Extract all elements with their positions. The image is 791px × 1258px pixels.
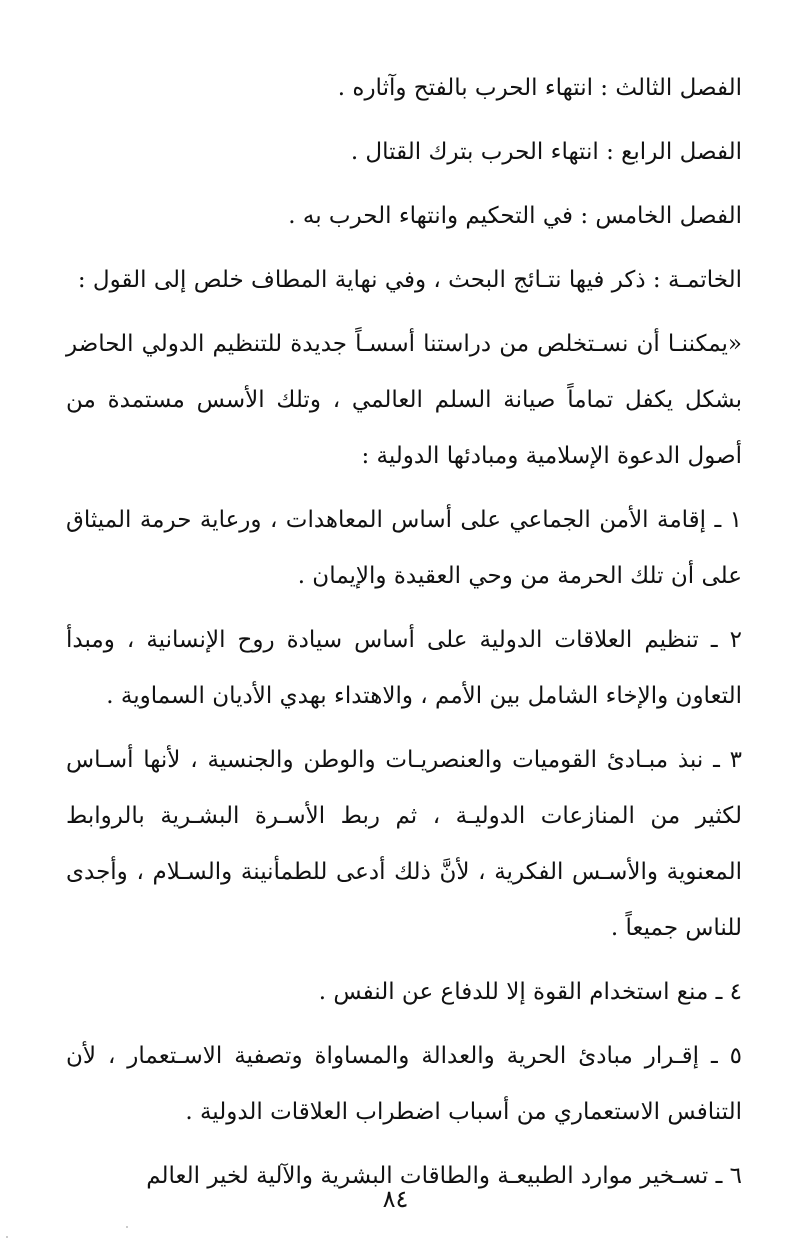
paragraph-point-4: ٤ ـ منع استخدام القوة إلا للدفاع عن النفس . bbox=[318, 979, 742, 1005]
scan-speck bbox=[6, 1236, 8, 1238]
paragraph-chapter-three: الفصل الثالث : انتهاء الحرب بالفتح وآثاره . bbox=[337, 75, 742, 101]
page-body-text bbox=[66, 60, 742, 1204]
scan-speck bbox=[126, 1226, 128, 1228]
paragraph-chapter-five: الفصل الخامس : في التحكيم وانتهاء الحرب به . bbox=[288, 203, 742, 229]
paragraph-chapter-four: الفصل الرابع : انتهاء الحرب بترك القتال . bbox=[350, 139, 742, 165]
page-number: ٨٤ bbox=[382, 1185, 409, 1213]
paragraph-point-1: ١ ـ إقامة الأمن الجماعي على أساس المعاهدات ، ورعاية حرمة الميثاق على أن تلك الحرمة من وحي العقيدة والإيمان . bbox=[66, 507, 742, 589]
paragraph-point-6: ٦ ـ تسـخير موارد الطبيعـة والطاقات البشرية والآلية لخير العالم bbox=[146, 1163, 742, 1189]
paragraph-point-2: ٢ ـ تنظيم العلاقات الدولية على أساس سيادة روح الإنسانية ، ومبدأ التعاون والإخاء الشامل بين الأمم ، والاهتداء بهدي الأديان السماوية . bbox=[66, 627, 742, 709]
paragraph-point-3: ٣ ـ نبذ مبـادئ القوميات والعنصريـات والوطن والجنسية ، لأنها أسـاس لكثير من المنازعات الدوليـة ، ثم ربط الأسـرة البشـرية بالروابط المعنوية والأسـس الفكرية ، لأنَّ ذلك أدعى للطمأنينة والسـلام ، وأجدى للناس جميعاً . bbox=[66, 747, 742, 941]
paragraph-quote-intro: «يمكننـا أن نسـتخلص من دراستنا أسسـاً جديدة للتنظيم الدولي الحاضر بشكل يكفل تماماً صيانة السلم العالمي ، وتلك الأسس مستمدة من أصول الدعوة الإسلامية ومبادئها الدولية : bbox=[66, 331, 743, 469]
paragraph-conclusion: الخاتمـة : ذكر فيها نتـائج البحث ، وفي نهاية المطاف خلص إلى القول : bbox=[77, 267, 742, 293]
paragraph-point-5: ٥ ـ إقـرار مبادئ الحرية والعدالة والمساواة وتصفية الاسـتعمار ، لأن التنافس الاستعماري من أسباب اضطراب العلاقات الدولية . bbox=[66, 1043, 742, 1125]
